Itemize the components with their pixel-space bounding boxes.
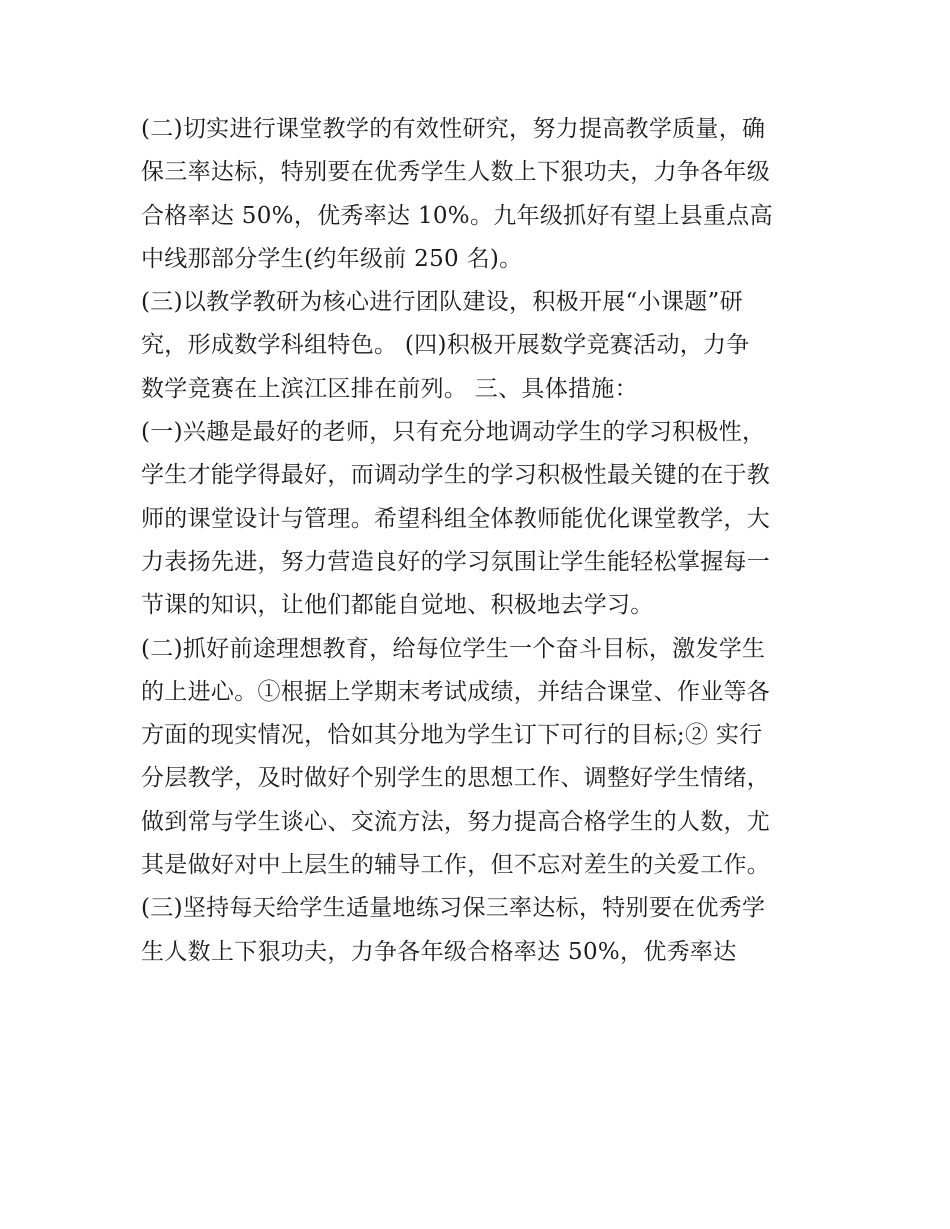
- text-line: (三)以教学教研为核心进行团队建设，积极开展“小课题”研: [141, 289, 743, 316]
- text-line: 究，形成数学科组特色。 (四)积极开展数学竞赛活动，力争: [141, 332, 750, 359]
- text-line: 节课的知识，让他们都能自觉地、积极地去学习。: [141, 592, 654, 619]
- text-line: (二)切实进行课堂教学的有效性研究，努力提高教学质量，确: [141, 116, 766, 142]
- text-line: 力表扬先进，努力营造良好的学习氛围让学生能轻松掌握每一: [141, 548, 771, 575]
- text-line: 方面的现实情况，恰如其分地为学生订下可行的目标;② 实行: [141, 722, 763, 749]
- text-line: (一)兴趣是最好的老师，只有充分地调动学生的学习积极性，: [141, 419, 766, 446]
- text-line: 保三率达标，特别要在优秀学生人数上下狠功夫，力争各年级: [141, 159, 771, 186]
- text-line: 其是做好对中上层生的辅导工作，但不忘对差生的关爱工作。: [141, 852, 771, 879]
- text-line: (二)抓好前途理想教育，给每位学生一个奋斗目标，激发学生: [141, 635, 766, 662]
- text-line: 生人数上下狠功夫，力争各年级合格率达 50%，优秀率达: [141, 938, 737, 965]
- text-line: 合格率达 50%，优秀率达 10%。九年级抓好有望上县重点高: [141, 202, 773, 229]
- text-line: 中线那部分学生(约年级前 250 名)。: [141, 245, 523, 272]
- text-line: 数学竞赛在上滨江区排在前列。 三、具体措施：: [141, 375, 638, 402]
- body-text: [141, 108, 821, 974]
- text-line: 分层教学，及时做好个别学生的思想工作、调整好学生情绪，: [141, 765, 771, 792]
- text-line: 师的课堂设计与管理。希望科组全体教师能优化课堂教学，大: [141, 505, 771, 532]
- text-line: 的上进心。①根据上学期末考试成绩，并结合课堂、作业等各: [141, 678, 771, 705]
- text-line: 学生才能学得最好，而调动学生的学习积极性最关键的在于教: [141, 462, 771, 489]
- text-line: 做到常与学生谈心、交流方法，努力提高合格学生的人数，尤: [141, 808, 771, 835]
- text-line: (三)坚持每天给学生适量地练习保三率达标，特别要在优秀学: [141, 895, 766, 922]
